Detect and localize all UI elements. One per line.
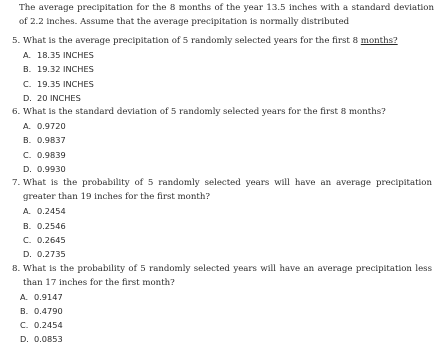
question-7 — [12, 176, 436, 261]
answer-option-c[interactable] — [23, 148, 436, 162]
question-number: 5. — [12, 36, 21, 46]
option-value: 19.35 INCHES — [37, 78, 94, 89]
answer-option-b[interactable] — [20, 304, 436, 318]
option-value: 0.2546 — [37, 220, 66, 231]
answer-options — [12, 290, 436, 347]
question-number: 8. — [12, 263, 21, 274]
question-number: 7. — [12, 178, 21, 189]
option-letter: D. — [23, 92, 32, 103]
question-text: What is the probability of 5 randomly selected years will have an average precipitation less than 17 inches for the first month? — [23, 263, 432, 288]
answer-option-a[interactable] — [23, 204, 436, 218]
answer-options — [12, 119, 436, 176]
answer-option-b[interactable] — [23, 219, 436, 233]
question-text: What is the probability of 5 randomly selected years will have an average precipitation greater than 19 inches for the first month? — [23, 178, 432, 203]
question-text — [23, 34, 432, 48]
question-text: What is the standard deviation of 5 randomly selected years for the first 8 months? — [23, 107, 386, 118]
question-stem — [12, 34, 432, 48]
option-letter: A. — [23, 121, 32, 132]
option-value: 0.9837 — [37, 135, 66, 146]
option-value: 0.2645 — [37, 234, 66, 245]
question-stem — [12, 176, 432, 204]
question-stem — [12, 105, 432, 119]
answer-option-c[interactable] — [20, 318, 436, 332]
option-letter: C. — [23, 78, 32, 89]
option-letter: C. — [23, 234, 32, 245]
option-value: 0.9839 — [37, 149, 66, 160]
option-value: 0.9720 — [37, 121, 66, 132]
option-value: 0.9930 — [37, 164, 66, 175]
answer-option-a[interactable] — [20, 290, 436, 304]
answer-option-d[interactable] — [23, 91, 436, 105]
option-letter: B. — [20, 305, 29, 316]
problem-intro: The average precipitation for the 8 months of the year 13.5 inches with a standard deviation of 2.2 inches. Assume that the average precipitation is normally distributed — [19, 3, 434, 27]
option-letter: C. — [20, 320, 29, 331]
answer-option-b[interactable] — [23, 133, 436, 147]
option-letter: B. — [23, 64, 32, 75]
option-letter: D. — [23, 164, 32, 175]
answer-options — [12, 204, 436, 261]
option-letter: A. — [23, 50, 32, 60]
option-letter: B. — [23, 135, 32, 146]
option-value: 0.2454 — [34, 320, 63, 331]
answer-options — [12, 48, 436, 105]
option-value: 0.0853 — [34, 334, 63, 345]
option-letter: B. — [23, 220, 32, 231]
answer-option-d[interactable] — [23, 247, 436, 261]
question-6 — [12, 105, 436, 176]
answer-option-a[interactable] — [23, 48, 436, 62]
question-stem — [12, 262, 432, 290]
option-value: 0.2735 — [37, 249, 66, 260]
answer-option-a[interactable] — [23, 119, 436, 133]
answer-option-c[interactable] — [23, 233, 436, 247]
answer-option-d[interactable] — [20, 332, 436, 346]
option-value: 0.2454 — [37, 206, 66, 217]
option-letter: D. — [23, 249, 32, 260]
question-5 — [12, 34, 436, 105]
option-letter: C. — [23, 149, 32, 160]
option-value: 19.32 INCHES — [37, 64, 94, 75]
answer-option-c[interactable] — [23, 77, 436, 91]
answer-option-b[interactable] — [23, 62, 436, 76]
question-8 — [12, 262, 436, 347]
option-value: 0.9147 — [34, 291, 63, 302]
option-letter: A. — [20, 291, 29, 302]
option-letter: A. — [23, 206, 32, 217]
option-value: 18.35 INCHES — [37, 50, 94, 60]
option-value: 20 INCHES — [37, 92, 81, 103]
question-text-main: What is the average precipitation of 5 randomly selected years for the first 8 — [23, 36, 361, 46]
option-value: 0.4790 — [34, 305, 63, 316]
option-letter: D. — [20, 334, 29, 345]
answer-option-d[interactable] — [23, 162, 436, 176]
question-text-link[interactable]: months? — [360, 36, 398, 46]
question-number: 6. — [12, 107, 21, 118]
